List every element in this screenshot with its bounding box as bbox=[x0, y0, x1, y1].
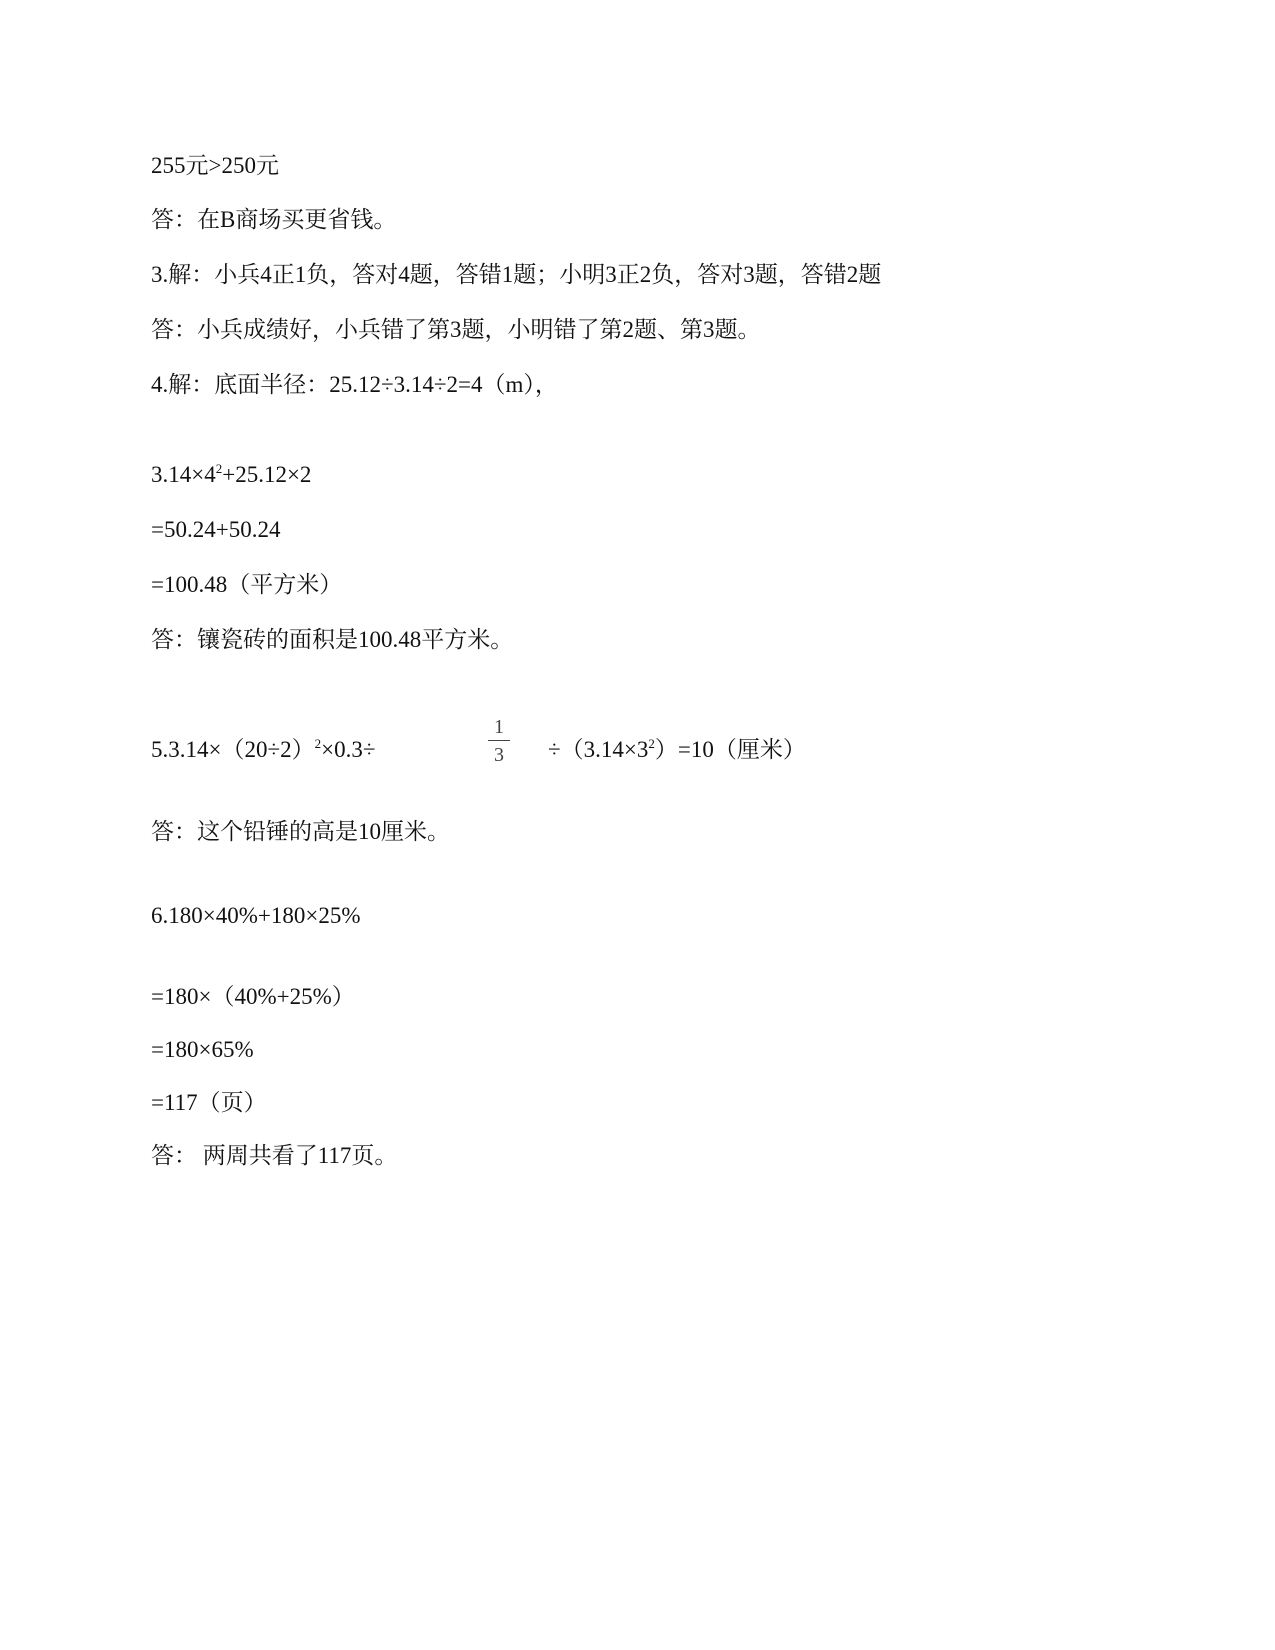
equation-line: =180×65% bbox=[151, 1037, 254, 1062]
equation-line: =180×（40%+25%） bbox=[151, 984, 355, 1009]
text-line: 255元>250元 bbox=[151, 153, 279, 178]
equation-part: 5.3.14×（20÷2） bbox=[151, 737, 315, 762]
answer-line: 答：这个铅锤的高是10厘米。 bbox=[151, 819, 450, 844]
equation-part: ÷（3.14×3 bbox=[548, 737, 649, 762]
fraction bbox=[488, 716, 510, 766]
equation-part: ）=10（厘米） bbox=[654, 737, 806, 762]
equation-part: 3.14×4 bbox=[151, 462, 216, 487]
fraction-bar bbox=[488, 740, 510, 741]
answer-line: 答：在B商场买更省钱。 bbox=[151, 207, 397, 232]
answer-line: 答：小兵成绩好，小兵错了第3题，小明错了第2题、第3题。 bbox=[151, 317, 761, 342]
equation-line bbox=[151, 736, 375, 764]
equation-part: +25.12×2 bbox=[222, 462, 312, 487]
answer-line: 答： 两周共看了117页。 bbox=[151, 1143, 398, 1168]
fraction-denominator: 3 bbox=[494, 744, 504, 766]
equation-line: =100.48（平方米） bbox=[151, 572, 343, 597]
solution-line: 3.解：小兵4正1负，答对4题，答错1题；小明3正2负，答对3题，答错2题 bbox=[151, 262, 882, 287]
solution-line: 4.解：底面半径：25.12÷3.14÷2=4（m）， bbox=[151, 372, 558, 397]
equation-line: =117（页） bbox=[151, 1090, 267, 1115]
exponent: 2 bbox=[215, 461, 223, 476]
fraction-numerator: 1 bbox=[494, 716, 504, 738]
exponent: 2 bbox=[648, 736, 655, 751]
equation-part: ×0.3÷ bbox=[321, 737, 376, 762]
equation-line-continued bbox=[548, 736, 806, 764]
equation-line bbox=[151, 461, 311, 489]
exponent: 2 bbox=[314, 736, 322, 751]
equation-line: 6.180×40%+180×25% bbox=[151, 903, 361, 928]
answer-line: 答：镶瓷砖的面积是100.48平方米。 bbox=[151, 627, 514, 652]
equation-line: =50.24+50.24 bbox=[151, 517, 281, 542]
